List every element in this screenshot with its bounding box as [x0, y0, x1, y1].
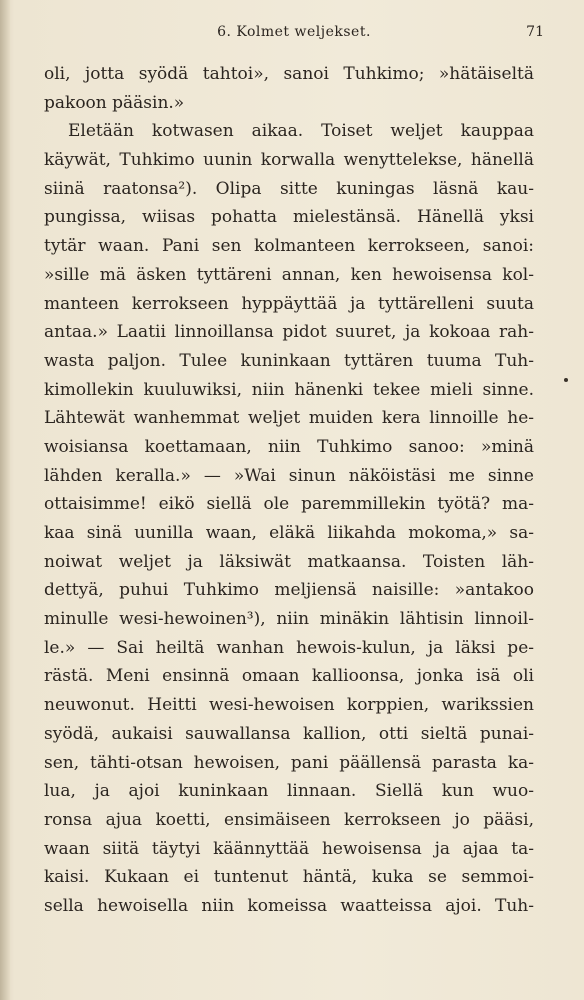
- text-line: manteen kerrokseen hyppäyttää ja tyttärelleni suuta: [44, 293, 534, 314]
- body-text: [44, 60, 534, 921]
- text-line: dettyä, puhui Tuhkimo meljiensä naisille: »antakoo: [44, 580, 534, 601]
- text-line: lähden keralla.» — »Wai sinun näköistäsi me sinne: [44, 465, 534, 486]
- text-line: woisiansa koettamaan, niin Tuhkimo sanoo: »minä: [44, 436, 534, 457]
- page-header: [44, 24, 544, 48]
- text-line: Eletään kotwasen aikaa. Toiset weljet kauppaa: [68, 121, 534, 142]
- text-line: lua, ja ajoi kuninkaan linnaan. Siellä kun wuo-: [44, 781, 534, 802]
- text-line: neuwonut. Heitti wesi-hewoisen korppien, warikssien: [44, 695, 534, 716]
- text-line: sen, tähti-otsan hewoisen, pani päällensä parasta ka-: [44, 752, 534, 773]
- text-line: pakoon pääsin.»: [44, 92, 185, 113]
- text-line: ronsa ajua koetti, ensimäiseen kerrokseen jo pääsi,: [44, 809, 534, 830]
- text-line: käywät, Tuhkimo uunin korwalla wenyttelekse, hänellä: [44, 150, 534, 171]
- text-line: wasta paljon. Tulee kuninkaan tyttären tuuma Tuh-: [44, 350, 534, 371]
- text-line: tytär waan. Pani sen kolmanteen kerrokseen, sanoi:: [44, 236, 534, 257]
- text-line: kaisi. Kukaan ei tuntenut häntä, kuka se semmoi-: [44, 867, 534, 888]
- page-number: 71: [526, 24, 544, 40]
- text-line: syödä, aukaisi sauwallansa kallion, otti sieltä punai-: [44, 723, 534, 744]
- text-line: noiwat weljet ja läksiwät matkaansa. Toisten läh-: [44, 551, 534, 572]
- text-line: minulle wesi-hewoinen³), niin minäkin lähtisin linnoil-: [44, 609, 534, 630]
- text-line: kimollekin kuuluwiksi, niin hänenki tekee mieli sinne.: [44, 379, 534, 400]
- text-line: Lähtewät wanhemmat weljet muiden kera linnoille he-: [44, 408, 534, 429]
- text-line: antaa.» Laatii linnoillansa pidot suuret, ja kokoaa rah-: [44, 322, 534, 343]
- text-line: kaa sinä uunilla waan, eläkä liikahda mokoma,» sa-: [44, 523, 534, 543]
- text-line: ottaisimme! eikö siellä ole paremmillekin työtä? ma-: [44, 494, 534, 515]
- text-line: rästä. Meni ensinnä omaan kallioonsa, jonka isä oli: [44, 666, 534, 687]
- page-gutter-shadow: [0, 0, 10, 1000]
- text-line: »sille mä äsken tyttäreni annan, ken hewoisensa kol-: [44, 264, 534, 285]
- text-line: oli, jotta syödä tahtoi», sanoi Tuhkimo; »hätäiseltä: [44, 64, 534, 84]
- margin-ink-dot: [564, 378, 568, 382]
- text-line: waan siitä täytyi käännyttää hewoisensa ja ajaa ta-: [44, 838, 534, 859]
- text-line: le.» — Sai heiltä wanhan hewois-kulun, ja läksi pe-: [44, 637, 534, 658]
- text-line: sella hewoisella niin komeissa waatteissa ajoi. Tuh-: [44, 895, 534, 916]
- text-line: siinä raatonsa²). Olipa sitte kuningas läsnä kau-: [44, 178, 534, 199]
- running-head: 6. Kolmet weljekset.: [217, 24, 371, 40]
- text-line: pungissa, wiisas pohatta mielestänsä. Hänellä yksi: [44, 207, 534, 228]
